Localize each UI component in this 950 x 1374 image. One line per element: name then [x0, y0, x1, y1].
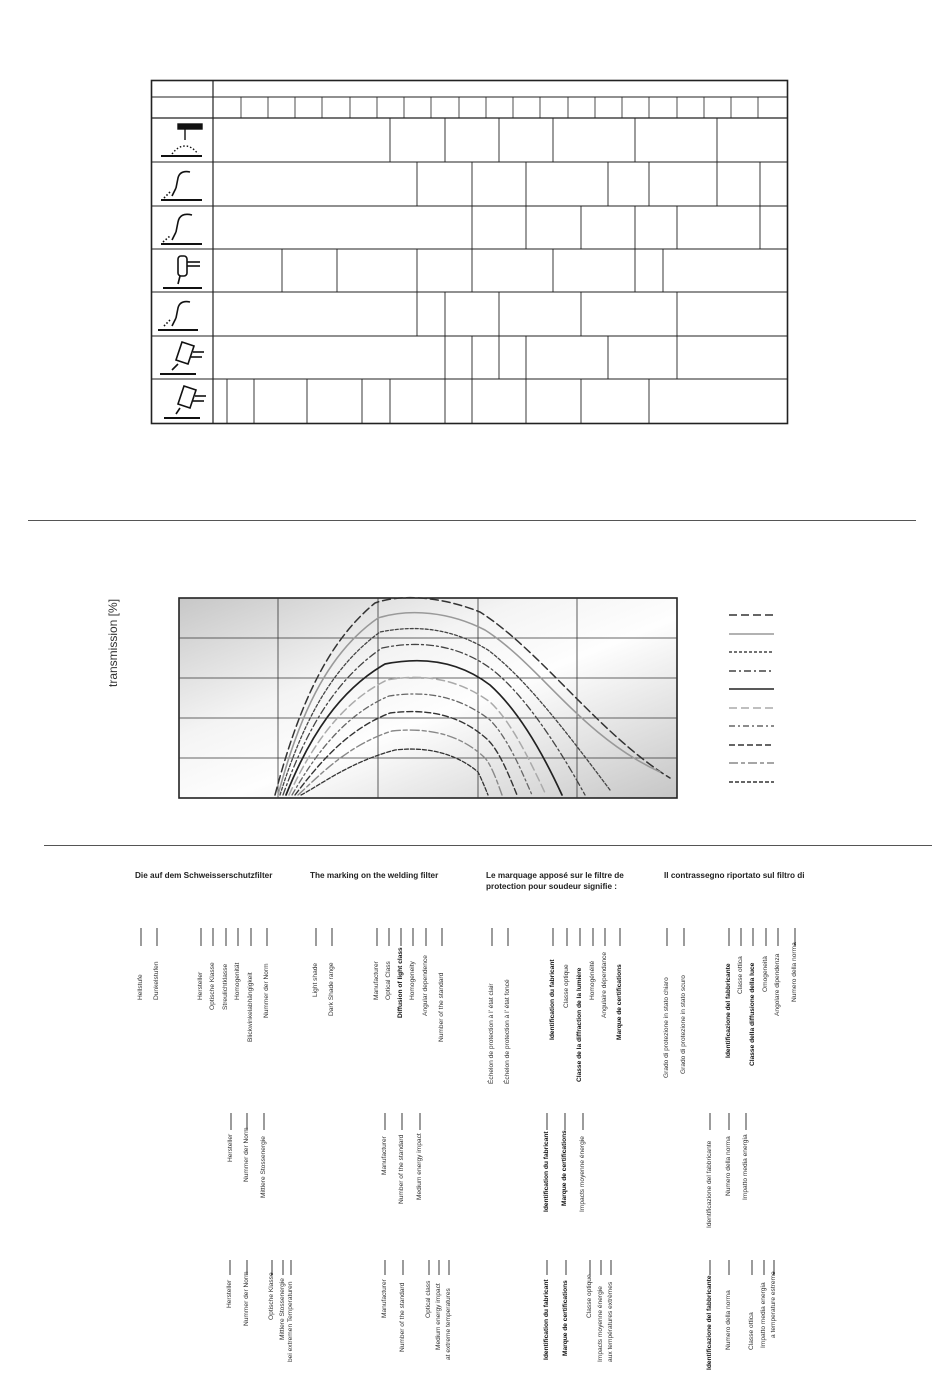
- heading-de: Die auf dem Schweisserschutzfilter: [135, 871, 273, 880]
- g1-fr-certification: Marque de certifications: [616, 964, 623, 1040]
- g1-de-light-shade: Hellstufe: [137, 974, 144, 1000]
- g1-de-homogeneity: Homogenität: [234, 962, 241, 1000]
- g1-en-optical-class: Optical Class: [385, 961, 392, 1000]
- g1-en-homogeneity: Homogeneity: [409, 961, 416, 1000]
- g1-fr-optical-class: Classe optique: [563, 964, 570, 1008]
- g2-en-standard: Number of the standard: [398, 1134, 405, 1204]
- g1-de-angular: Blickwinkelabhängigkeit: [247, 972, 254, 1042]
- g2-en-manufacturer: Manufacturer: [381, 1136, 388, 1175]
- g3-it-impact: Impatto media energia: [760, 1282, 767, 1348]
- g1-fr-diffusion: Classe de la diffraction de la lumière: [576, 967, 583, 1082]
- g3-en-impact: Medium energy impact: [435, 1283, 442, 1350]
- g3-en-manufacturer: Manufacturer: [381, 1279, 388, 1318]
- g3-fr-impact: Impacts moyenne énergie: [597, 1286, 604, 1362]
- g2-fr-certification: Marque de certifications: [561, 1130, 568, 1206]
- g1-en-manufacturer: Manufacturer: [373, 961, 380, 1000]
- g1-en-diffusion: Diffusion of light class: [397, 947, 404, 1018]
- g1-it-light-shade: Grado di protezione in stato chiaro: [663, 977, 670, 1078]
- heading-en: The marking on the welding filter: [310, 871, 439, 880]
- g3-fr-certification: Marque de certifications: [562, 1280, 569, 1356]
- g1-fr-manufacturer: Identification du fabricant: [549, 959, 556, 1040]
- g3-de-standard: Nummer der Norm: [243, 1271, 250, 1326]
- heading-fr-line-2: protection pour soudeur signifie :: [486, 882, 617, 891]
- g3-it-extreme-temp: a temperature estreme: [770, 1271, 777, 1338]
- g3-en-optical-class: Optical class: [425, 1280, 432, 1318]
- g1-de-dark-shade: Dunkelstufen: [153, 961, 160, 1000]
- g3-de-impact: Mittlere Stossenergie: [279, 1278, 286, 1340]
- g3-it-manufacturer: Identificazione del fabbricante: [706, 1275, 713, 1370]
- g2-it-manufacturer: Identificazione del fabbricante: [706, 1140, 713, 1228]
- g2-fr-impact: Impacts moyenne énergie: [579, 1136, 586, 1212]
- g3-de-extreme-temp: bei extremen Temperaturen: [287, 1281, 294, 1362]
- g1-fr-homogeneity: Homogénéité: [589, 960, 596, 1000]
- g1-it-dark-shade: Grado di protezione in stato scuro: [680, 975, 687, 1074]
- g1-de-manufacturer: Hersteller: [197, 971, 204, 1000]
- g1-fr-angular: Angulaire dépendance: [601, 952, 608, 1018]
- g1-it-angular: Angolare dipendenza: [774, 953, 781, 1016]
- g1-it-standard: Numero della norma: [791, 942, 798, 1002]
- g1-en-angular: Angular dependence: [422, 955, 429, 1016]
- g1-en-standard: Number of the standard: [438, 972, 445, 1042]
- chart-ylabel: transmission [%]: [106, 598, 120, 687]
- g3-en-standard: Number of the standard: [399, 1282, 406, 1352]
- g1-de-diffusion: Streulichtklasse: [222, 963, 229, 1010]
- heading-fr-line-1: Le marquage apposé sur le filtre de: [486, 871, 624, 880]
- g3-fr-manufacturer: Identification du fabricant: [543, 1279, 550, 1360]
- g2-it-standard: Numero della norma: [725, 1136, 732, 1196]
- g2-de-impact: Mittlere Stossenergie: [260, 1136, 267, 1198]
- g3-de-optical-class: Optische Klasse: [268, 1272, 275, 1320]
- g3-en-extreme-temp: at extreme temperatures: [445, 1288, 452, 1360]
- g1-en-light-shade: Light shade: [312, 962, 319, 997]
- g2-en-impact: Medium energy impact: [416, 1133, 423, 1200]
- g1-de-standard: Nummer der Norm: [263, 963, 270, 1018]
- g3-it-optical-class: Classe ottica: [748, 1312, 755, 1350]
- g3-de-manufacturer: Hersteller: [226, 1279, 233, 1308]
- g1-fr-dark-shade: Échelon de protection à l' état foncé: [504, 979, 511, 1084]
- g2-fr-manufacturer: Identification du fabricant: [543, 1131, 550, 1212]
- g1-en-dark-shade: Dark Shade range: [328, 962, 335, 1016]
- g2-de-manufacturer: Hersteller: [227, 1133, 234, 1162]
- g3-fr-extreme-temp: aux températures extrèmes: [607, 1281, 614, 1362]
- g3-it-standard: Numero della norma: [725, 1290, 732, 1350]
- g2-it-impact: Impatto media energia: [742, 1134, 749, 1200]
- g2-de-standard: Nummer der Norm: [243, 1127, 250, 1182]
- g1-it-diffusion: Classe della diffusione della luce: [749, 962, 756, 1066]
- g1-de-optical-class: Optische Klasse: [209, 962, 216, 1010]
- g1-fr-light-shade: Échelon de protection à l' état clair: [488, 983, 495, 1084]
- g1-it-manufacturer: Identificazione del fabbricante: [725, 963, 732, 1058]
- heading-it: Il contrassegno riportato sul filtro di: [664, 871, 805, 880]
- g3-fr-optical-class: Classe optique: [586, 1274, 593, 1318]
- g1-it-homogeneity: Omogeneità: [762, 956, 769, 992]
- g1-it-optical-class: Classe ottica: [737, 956, 744, 994]
